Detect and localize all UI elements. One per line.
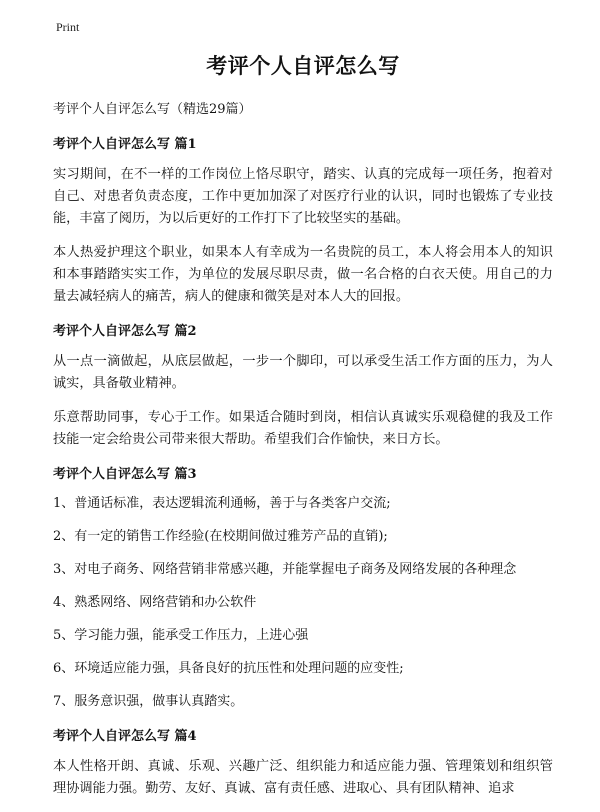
paragraph: 实习期间，在不一样的工作岗位上恪尽职守，踏实、认真的完成每一项任务，抱着对自己、对患者负责态度，工作中更加加深了对医疗行业的认识，同时也锻炼了专业技能，丰富了阅历，为以后更好的工作打下了比较坚实的基础。 bbox=[53, 167, 553, 226]
section-heading: 考评个人自评怎么写 篇3 bbox=[53, 467, 197, 482]
list-item: 1、普通话标准，表达逻辑流利通畅，善于与各类客户交流; bbox=[53, 496, 391, 511]
list-item: 2、有一定的销售工作经验(在校期间做过雅芳产品的直销); bbox=[53, 529, 388, 544]
document-subtitle: 考评个人自评怎么写（精选29篇） bbox=[53, 102, 252, 117]
list-item: 7、服务意识强，做事认真踏实。 bbox=[53, 694, 244, 709]
list-item: 5、学习能力强，能承受工作压力，上进心强 bbox=[53, 628, 309, 643]
document-body bbox=[53, 50, 553, 812]
section-heading: 考评个人自评怎么写 篇1 bbox=[53, 137, 197, 152]
list-item: 6、环境适应能力强，具备良好的抗压性和处理问题的应变性; bbox=[53, 661, 404, 676]
list-item: 4、熟悉网络、网络营销和办公软件 bbox=[53, 595, 257, 610]
print-link[interactable]: Print bbox=[56, 20, 80, 34]
list-item: 3、对电子商务、网络营销非常感兴趣，并能掌握电子商务及网络发展的各种理念 bbox=[53, 562, 517, 577]
section-heading: 考评个人自评怎么写 篇4 bbox=[53, 729, 197, 744]
section-heading: 考评个人自评怎么写 篇2 bbox=[53, 324, 197, 339]
page-title: 考评个人自评怎么写 bbox=[206, 53, 400, 78]
paragraph: 本人性格开朗、真诚、乐观、兴趣广泛、组织能力和适应能力强、管理策划和组织管理协调能力强。勤劳、友好、真诚、富有责任感、进取心、具有团队精神、追求 bbox=[53, 759, 553, 796]
paragraph: 从一点一滴做起，从底层做起，一步一个脚印，可以承受生活工作方面的压力，为人诚实，具备敬业精神。 bbox=[53, 354, 553, 391]
paragraph: 本人热爱护理这个职业，如果本人有幸成为一名贵院的员工，本人将会用本人的知识和本事踏踏实实工作，为单位的发展尽职尽责，做一名合格的白衣天使。用自己的力量去减轻病人的痛苦，病人的健康和微笑是对本人大的回报。 bbox=[53, 245, 553, 304]
paragraph: 乐意帮助同事，专心于工作。如果适合随时到岗，相信认真诚实乐观稳健的我及工作技能一定会给贵公司带来很大帮助。希望我们合作愉快，来日方长。 bbox=[53, 410, 553, 447]
